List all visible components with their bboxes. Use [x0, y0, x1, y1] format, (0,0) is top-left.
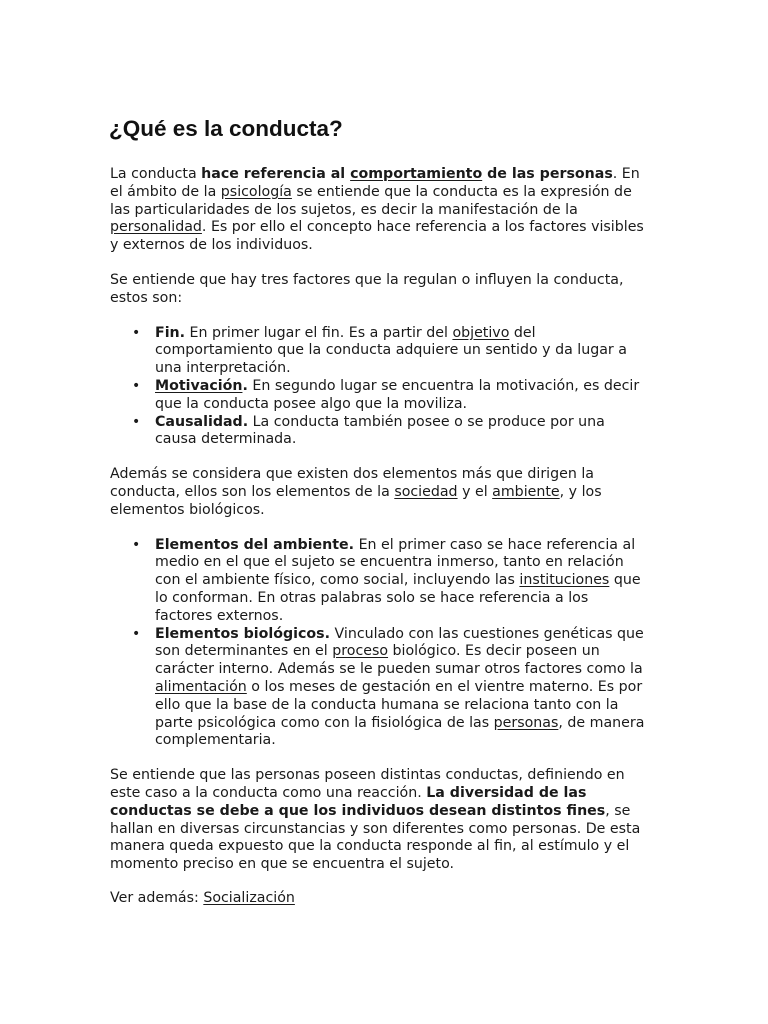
- link-objetivo[interactable]: objetivo: [452, 324, 510, 341]
- ambiente-text-2: que lo conforman. En otras palabras solo se hace referencia a los factores externos.: [155, 572, 641, 624]
- page-title: ¿Qué es la conducta?: [109, 116, 343, 141]
- motivacion-dot: .: [242, 377, 248, 394]
- link-proceso[interactable]: proceso: [332, 643, 389, 660]
- fin-text-2: del comportamiento que la conducta adquiere un sentido y da lugar a una interpretación.: [155, 324, 627, 377]
- fin-text-1: En primer lugar el fin. Es a partir del: [185, 324, 453, 341]
- article: [110, 114, 650, 925]
- biologicos-text-2: biológico. Es decir poseen un carácter interno. Además se le pueden sumar otros factores como la: [155, 643, 643, 678]
- list-item-fin: [155, 325, 650, 378]
- elements-list: [110, 537, 650, 751]
- causalidad-text: La conducta también posee o se produce por una causa determinada.: [155, 413, 605, 448]
- elements-intro-text-3: , y los elementos biológicos.: [110, 483, 602, 518]
- see-also-label: Ver además:: [110, 889, 204, 906]
- conclusion-text-1: Se entiende que las personas poseen distintas conductas, definiendo en este caso a la conducta como una reacción.: [110, 767, 625, 801]
- link-personalidad[interactable]: personalidad: [110, 219, 202, 236]
- intro-text-4: . Es por ello el concepto hace referencia a los factores visibles y externos de los individuos.: [110, 219, 644, 254]
- biologicos-text-3: o los meses de gestación en el vientre materno. Es por ello que la base de la conducta humana se relaciona tanto con la parte psicológica como con la fisiológica de las: [155, 678, 643, 731]
- term-fin: Fin.: [155, 324, 186, 341]
- intro-text-1: La conducta: [110, 166, 202, 182]
- factors-intro-paragraph: Se entiende que hay tres factores que la regulan o influyen la conducta, estos son:: [110, 271, 624, 306]
- biologicos-text-1: Vinculado con las cuestiones genéticas que son determinantes en el: [155, 625, 644, 660]
- biologicos-text-4: , de manera complementaria.: [155, 714, 645, 749]
- term-biologicos: Elementos biológicos.: [155, 625, 330, 642]
- list-item-ambiente: [155, 537, 650, 626]
- link-sociedad[interactable]: sociedad: [394, 483, 458, 500]
- link-ambiente[interactable]: ambiente: [492, 483, 560, 500]
- motivacion-text: En segundo lugar se encuentra la motivación, es decir que la conducta posee algo que la moviliza.: [155, 377, 640, 412]
- conclusion-bold: La diversidad de las conductas se debe a que los individuos desean distintos fines: [110, 784, 606, 819]
- term-ambiente: Elementos del ambiente.: [155, 536, 355, 553]
- link-alimentacion[interactable]: alimentación: [155, 678, 247, 695]
- elements-intro-text-2: y el: [457, 483, 493, 500]
- link-instituciones[interactable]: instituciones: [519, 572, 610, 589]
- intro-bold-1: hace referencia al: [201, 166, 351, 182]
- intro-text-3: se entiende que la conducta es la expresión de las particularidades de los sujetos, es decir la manifestación de la: [110, 183, 632, 218]
- term-causalidad: Causalidad.: [155, 413, 249, 430]
- conclusion-paragraph: [110, 767, 650, 874]
- elements-intro-text-1: Además se considera que existen dos elementos más que dirigen la conducta, ellos son los elementos de la: [110, 466, 594, 500]
- list-item-motivacion: [155, 378, 650, 414]
- list-item-causalidad: [155, 414, 650, 450]
- ambiente-text-1: En el primer caso se hace referencia al medio en el que el sujeto se encuentra inmerso, tanto en relación con el ambiente físico, como social, incluyendo las: [155, 536, 636, 589]
- link-motivacion[interactable]: Motivación: [155, 377, 243, 394]
- intro-bold-2: de las personas: [482, 166, 613, 182]
- intro-paragraph: [110, 166, 650, 255]
- link-psicologia[interactable]: psicología: [220, 183, 292, 200]
- link-personas[interactable]: personas: [493, 714, 559, 731]
- elements-intro-paragraph: [110, 466, 650, 519]
- list-item-biologicos: [155, 626, 650, 751]
- conclusion-text-2: , se hallan en diversas circunstancias y son diferentes como personas. De esta manera queda expuesto que la conducta responde al fin, al estímulo y el momento preciso en que se encuentra el sujeto.: [110, 802, 641, 873]
- link-comportamiento[interactable]: comportamiento: [350, 166, 483, 182]
- see-also-paragraph: [110, 890, 650, 908]
- factors-list: [110, 325, 650, 450]
- link-socializacion[interactable]: Socialización: [203, 889, 295, 906]
- intro-text-2: . En el ámbito de la: [110, 166, 640, 200]
